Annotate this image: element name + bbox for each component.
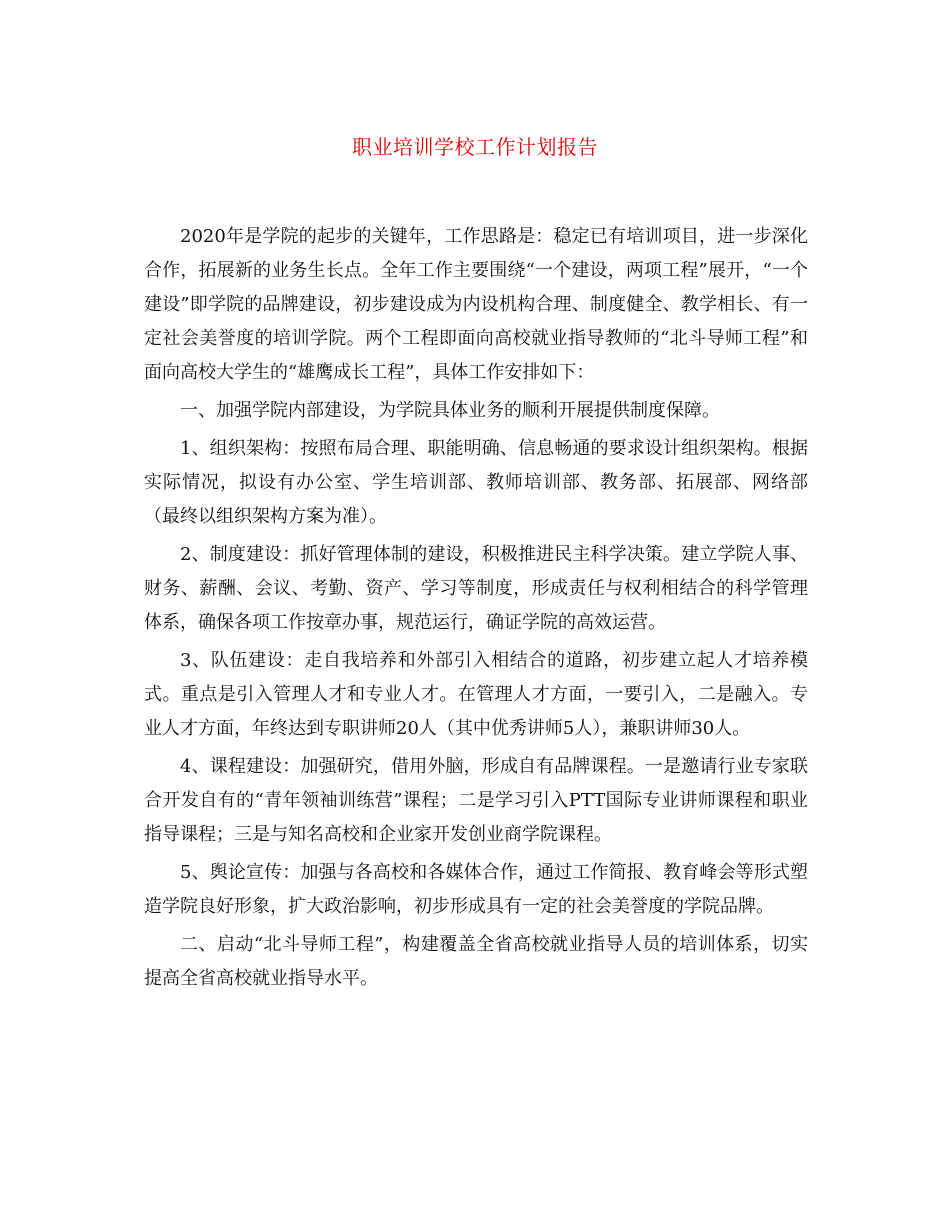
paragraph-course: 4、课程建设：加强研究，借用外脑，形成自有品牌课程。一是邀请行业专家联合开发自有的“青年领袖训练营”课程；二是学习引入PTT国际专业讲师课程和职业指导课程；三是与知名高校和企业家开发创业商学院课程。 — [144, 756, 808, 845]
paragraph-organization: 1、组织架构：按照布局合理、职能明确、信息畅通的要求设计组织架构。根据实际情况，拟设有办公室、学生培训部、教师培训部、教务部、拓展部、网络部（最终以组织架构方案为准）。 — [144, 438, 808, 527]
paragraph-intro: 2020年是学院的起步的关键年，工作思路是：稳定已有培训项目，进一步深化合作，拓展新的业务生长点。全年工作主要围绕“一个建设，两项工程”展开，“一个建设”即学院的品牌建设，初步建设成为内设机构合理、制度健全、教学相长、有一定社会美誉度的培训学院。两个工程即面向高校就业指导教师的“北斗导师工程”和面向高校大学生的“雄鹰成长工程”，具体工作安排如下： — [144, 226, 808, 383]
document-body — [144, 220, 808, 1000]
paragraph-team: 3、队伍建设：走自我培养和外部引入相结合的道路，初步建立起人才培养模式。重点是引入管理人才和专业人才。在管理人才方面，一要引入，二是融入。专业人才方面，年终达到专职讲师20人（其中优秀讲师5人），兼职讲师30人。 — [144, 650, 808, 739]
paragraph-system: 2、制度建设：抓好管理体制的建设，积极推进民主科学决策。建立学院人事、财务、薪酬、会议、考勤、资产、学习等制度，形成责任与权利相结合的科学管理体系，确保各项工作按章办事，规范运行，确证学院的高效运营。 — [144, 544, 808, 633]
section-heading-1: 一、加强学院内部建设，为学院具体业务的顺利开展提供制度保障。 — [180, 400, 720, 421]
document-title: 职业培训学校工作计划报告 — [352, 135, 598, 159]
paragraph-publicity: 5、舆论宣传：加强与各高校和各媒体合作，通过工作简报、教育峰会等形式塑造学院良好形象，扩大政治影响，初步形成具有一定的社会美誉度的学院品牌。 — [144, 862, 808, 917]
section-heading-2: 二、启动“北斗导师工程”，构建覆盖全省高校就业指导人员的培训体系，切实提高全省高校就业指导水平。 — [144, 934, 808, 989]
